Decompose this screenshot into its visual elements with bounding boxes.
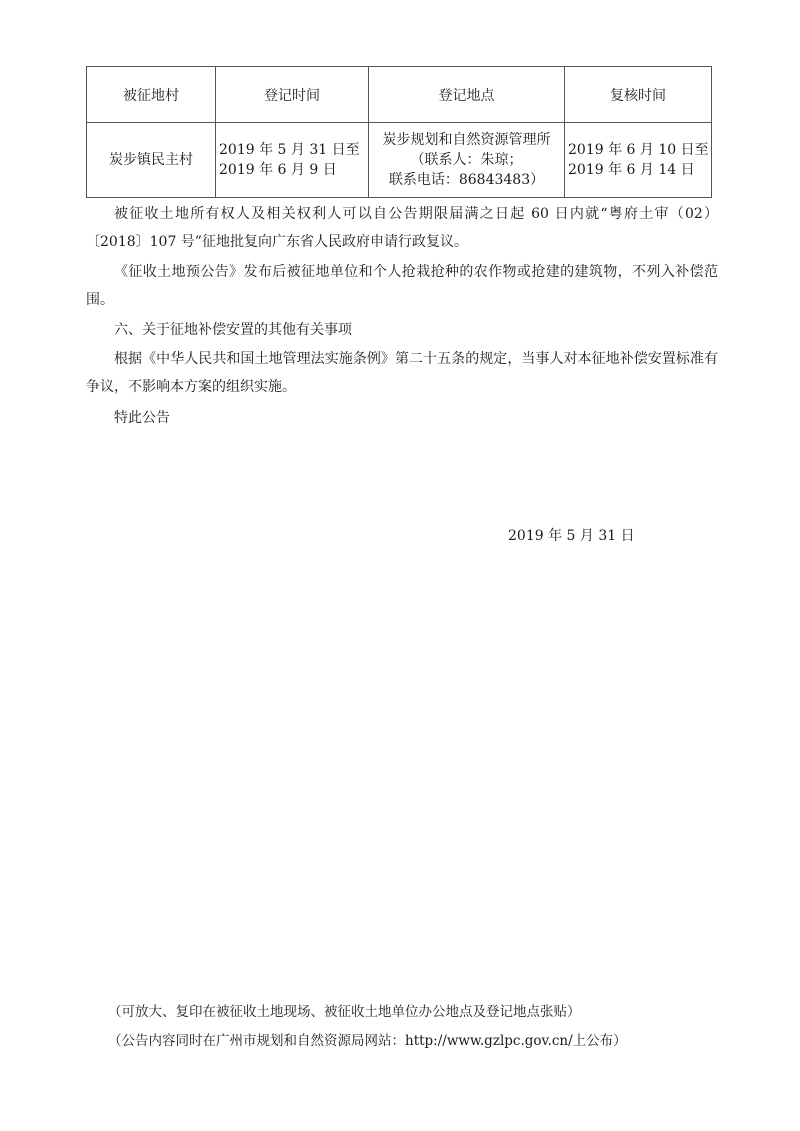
register-place-phone: 联系电话：86843483） xyxy=(388,172,545,188)
header-review-time: 复核时间 xyxy=(565,67,712,123)
registration-table xyxy=(86,66,712,198)
section-heading-six: 六、关于征地补偿安置的其他有关事项 xyxy=(114,322,352,338)
footer-note-posting: （可放大、复印在被征收土地现场、被征收土地单位办公地点及登记地点张贴） xyxy=(108,1004,581,1020)
table-header-row xyxy=(87,67,712,123)
paragraph-appeal: 被征收土地所有权人及相关权利人可以自公告期限届满之日起 60 日内就“粤府土审（02）〔2018〕107 号”征地批复向广东省人民政府申请行政复议。 xyxy=(86,206,718,250)
review-time-start: 2019 年 6 月 10 日至 xyxy=(568,142,709,158)
cell-review-time xyxy=(565,123,712,198)
closing-text: 特此公告 xyxy=(114,410,170,426)
cell-register-place xyxy=(369,123,565,198)
footer-note-website: （公告内容同时在广州市规划和自然资源局网站：http://www.gzlpc.gov.cn/上公布） xyxy=(108,1033,627,1049)
register-place-contact: （联系人：朱琼； xyxy=(410,152,523,168)
announcement-date: 2019 年 5 月 31 日 xyxy=(508,528,635,544)
header-village: 被征地村 xyxy=(87,67,216,123)
cell-register-time xyxy=(216,123,369,198)
paragraph-regulation: 根据《中华人民共和国土地管理法实施条例》第二十五条的规定，当事人对本征地补偿安置标准有争议，不影响本方案的组织实施。 xyxy=(86,351,718,395)
cell-village: 炭步镇民主村 xyxy=(87,123,216,198)
header-register-place: 登记地点 xyxy=(369,67,565,123)
register-place-name: 炭步规划和自然资源管理所 xyxy=(382,132,551,148)
header-register-time: 登记时间 xyxy=(216,67,369,123)
paragraph-exclusion: 《征收土地预公告》发布后被征地单位和个人抢栽抢种的农作物或抢建的建筑物，不列入补偿范围。 xyxy=(86,264,718,308)
register-time-end: 2019 年 6 月 9 日 xyxy=(219,162,337,178)
register-time-start: 2019 年 5 月 31 日至 xyxy=(219,142,360,158)
table-row xyxy=(87,123,712,198)
review-time-end: 2019 年 6 月 14 日 xyxy=(568,162,695,178)
